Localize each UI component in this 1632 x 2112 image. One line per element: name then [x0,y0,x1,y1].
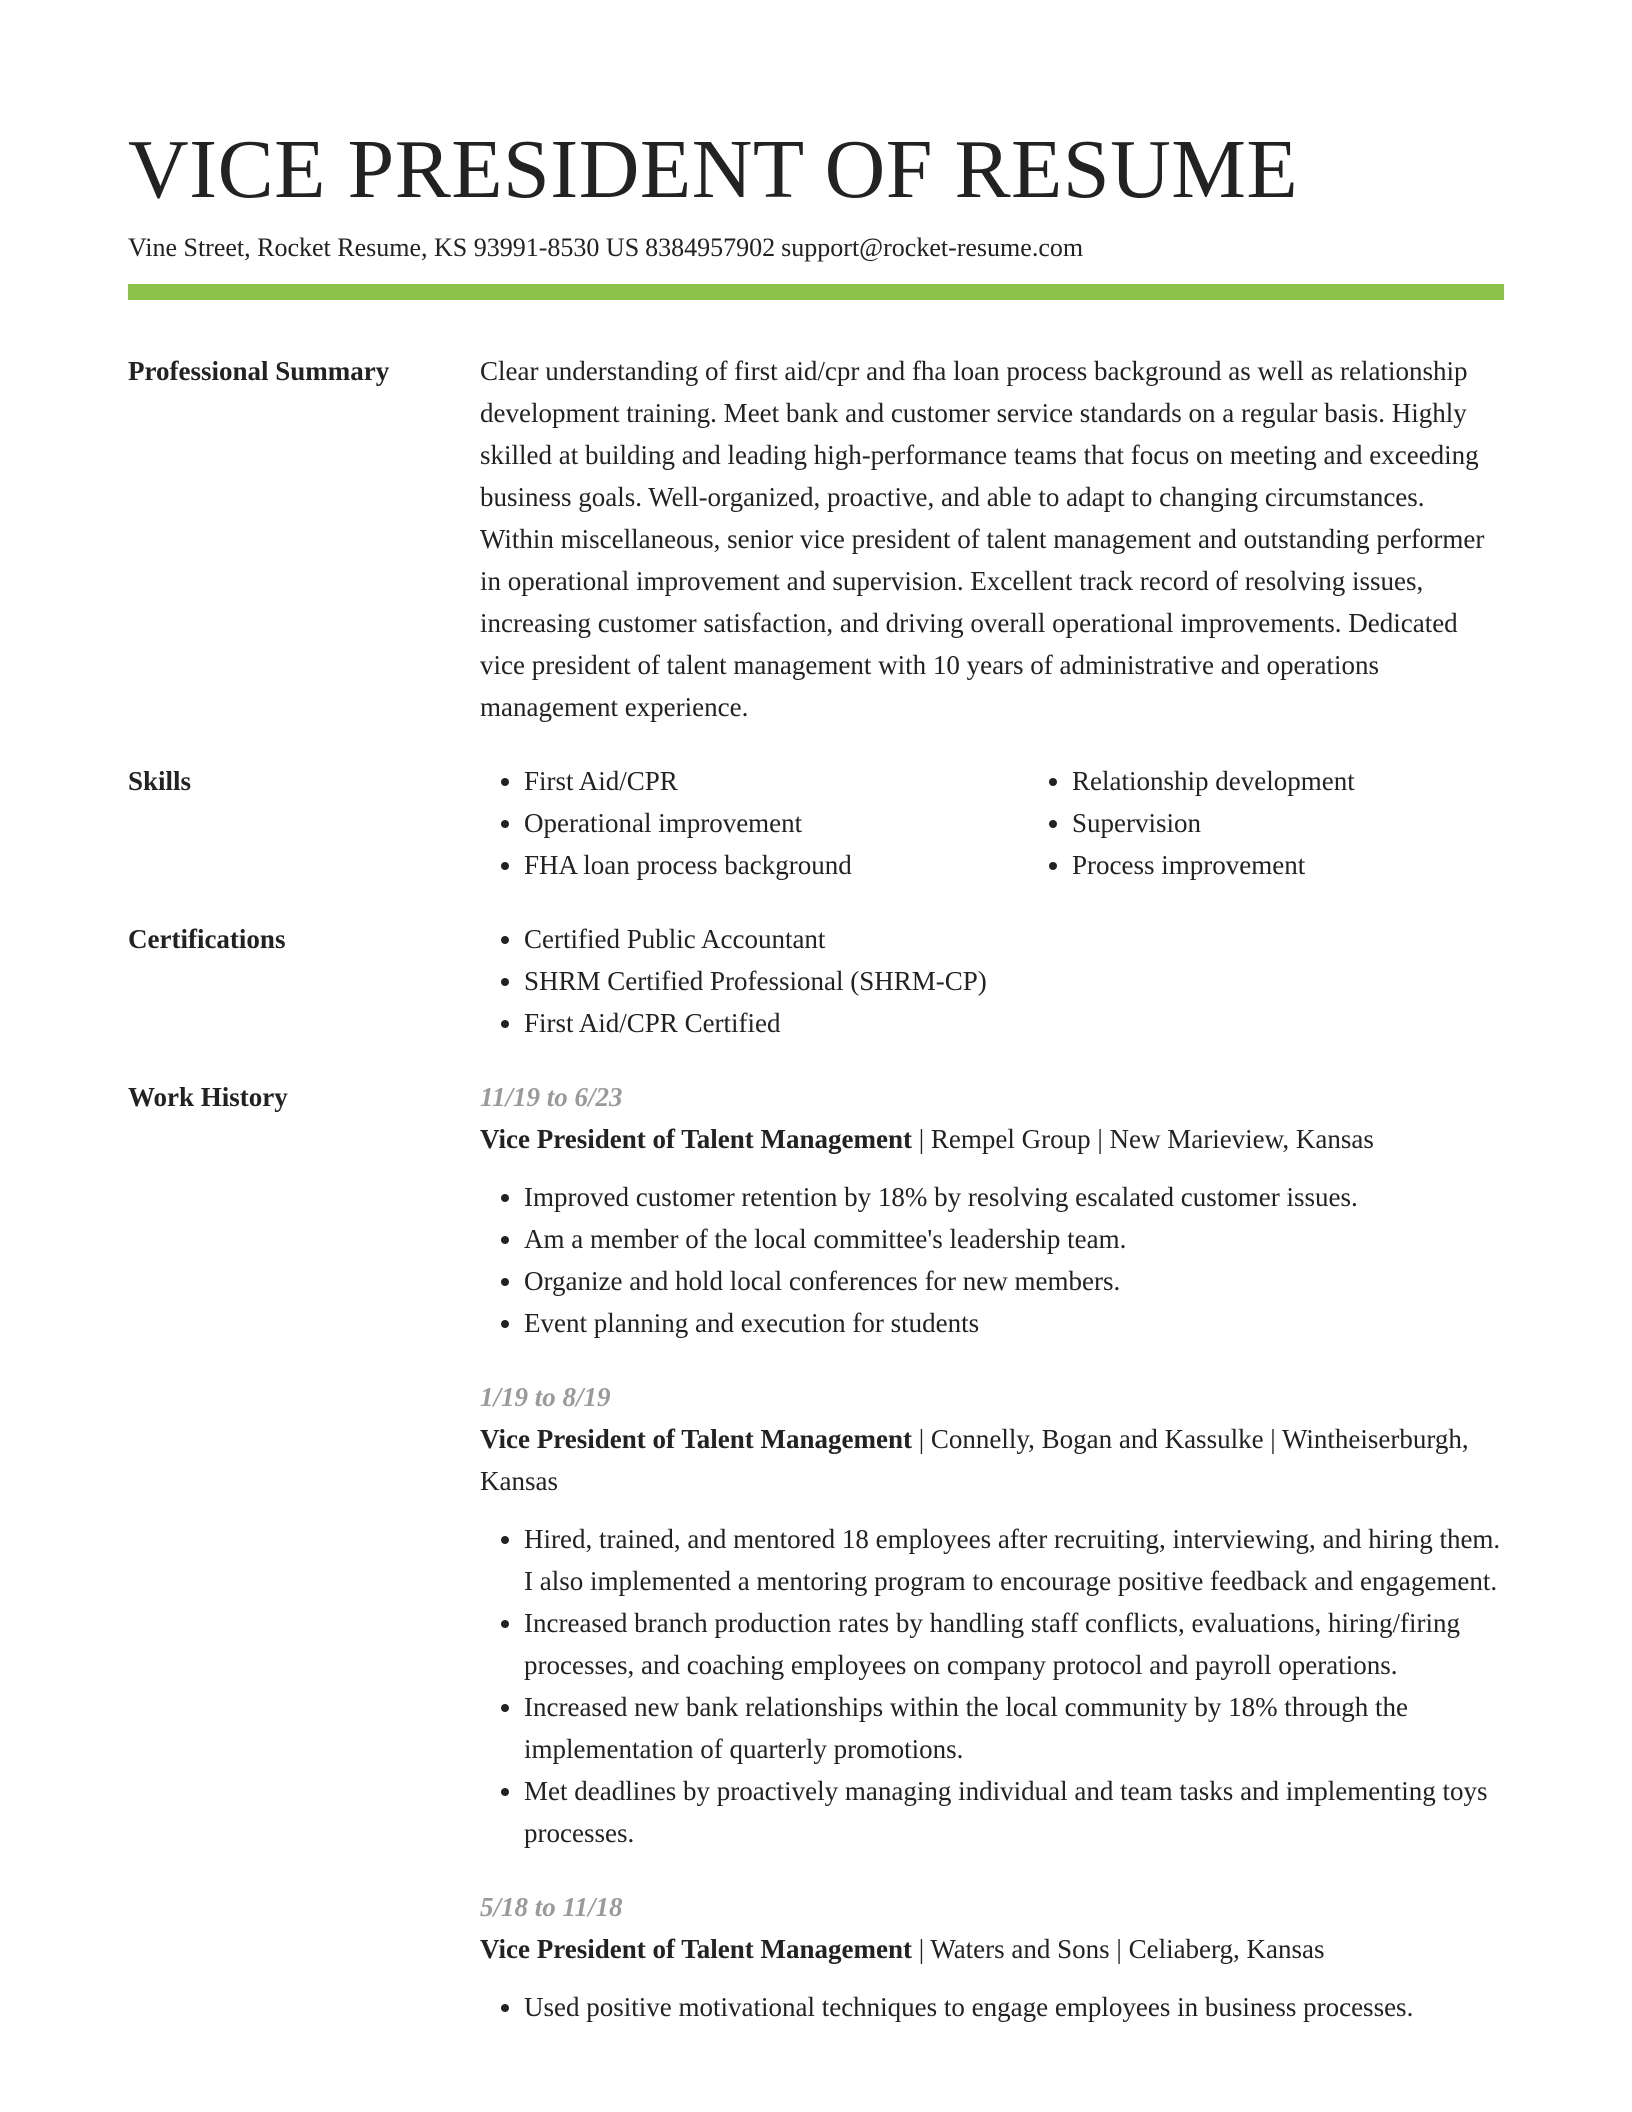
certification-item: • Certified Public Accountant [524,918,1504,960]
job-header [480,1418,1504,1502]
job-title: Vice President of Talent Management [480,1934,912,1964]
job-bullet: • Organize and hold local conferences for new members. [524,1260,1504,1302]
summary-heading: Professional Summary [128,356,390,386]
certifications-heading: Certifications [128,924,286,954]
job-header [480,1118,1504,1160]
job-header [480,1928,1504,1970]
job-bullet: • Met deadlines by proactively managing individual and team tasks and implementing toys processes. [524,1770,1504,1854]
skills-heading: Skills [128,766,192,796]
job-bullets [480,1518,1504,1854]
resume-page [128,0,1504,2028]
contact-line [128,232,1504,264]
job-entry [480,1076,1504,1344]
skill-item: • First Aid/CPR [524,760,1028,802]
job-dates: 5/18 to 11/18 [480,1892,623,1922]
skill-item: • FHA loan process background [524,844,1028,886]
job-bullet: • Event planning and execution for students [524,1302,1504,1344]
job-details: | Waters and Sons | Celiaberg, Kansas [911,1934,1325,1964]
skill-item: • Process improvement [1072,844,1576,886]
job-bullet: • Increased new bank relationships within the local community by 18% through the implementation of quarterly promotions. [524,1686,1504,1770]
skill-item: • Relationship development [1072,760,1576,802]
job-entry [480,1376,1504,1854]
job-bullet: • Am a member of the local committee's leadership team. [524,1218,1504,1260]
contact-email: support@rocket-resume.com [781,233,1084,262]
job-title: Vice President of Talent Management [480,1424,912,1454]
skills-list-left [480,760,1028,886]
certifications-section [128,918,1504,1044]
work-history-heading: Work History [128,1082,288,1112]
skills-list-right [1028,760,1576,886]
job-bullets [480,1986,1504,2028]
skills-grid [480,760,1576,886]
skill-item: • Supervision [1072,802,1576,844]
header-divider [128,284,1504,300]
job-title: Vice President of Talent Management [480,1124,912,1154]
job-details: | Connelly, Bogan and Kassulke | Wintheiserburgh, Kansas [480,1424,1469,1496]
certification-item: • SHRM Certified Professional (SHRM-CP) [524,960,1504,1002]
job-dates: 11/19 to 6/23 [480,1082,623,1112]
certifications-list [480,918,1504,1044]
job-details: | Rempel Group | New Marieview, Kansas [911,1124,1374,1154]
job-entry [480,1886,1504,2028]
work-history-section [128,1076,1504,2028]
certification-item: • First Aid/CPR Certified [524,1002,1504,1044]
skill-item: • Operational improvement [524,802,1028,844]
contact-address: Vine Street, Rocket Resume, KS 93991-8530 US [128,233,640,262]
job-dates: 1/19 to 8/19 [480,1382,611,1412]
job-bullet: • Used positive motivational techniques to engage employees in business processes. [524,1986,1504,2028]
job-bullets [480,1176,1504,1344]
resume-name: VICE PRESIDENT OF RESUME [128,123,1299,216]
contact-phone: 8384957902 [645,233,776,262]
job-bullet: • Increased branch production rates by handling staff conflicts, evaluations, hiring/firing processes, and coaching employees on company protocol and payroll operations. [524,1602,1504,1686]
job-bullet: • Hired, trained, and mentored 18 employees after recruiting, interviewing, and hiring them. I also implemented a mentoring program to encourage positive feedback and engagement. [524,1518,1504,1602]
summary-text: Clear understanding of first aid/cpr and fha loan process background as well as relationship development training. Meet bank and customer service standards on a regular basis. Highly skilled at building and leading high-performance teams that focus on meeting and exceeding business goals. Well-organized, proactive, and able to adapt to changing circumstances. Within miscellaneous, senior vice president of talent management and outstanding performer in operational improvement and supervision. Excellent track record of resolving issues, increasing customer satisfaction, and driving overall operational improvements. Dedicated vice president of talent management with 10 years of administrative and operations management experience. [480,356,1485,722]
job-bullet: • Improved customer retention by 18% by resolving escalated customer issues. [524,1176,1504,1218]
summary-section [128,350,1504,728]
skills-section [128,760,1504,886]
